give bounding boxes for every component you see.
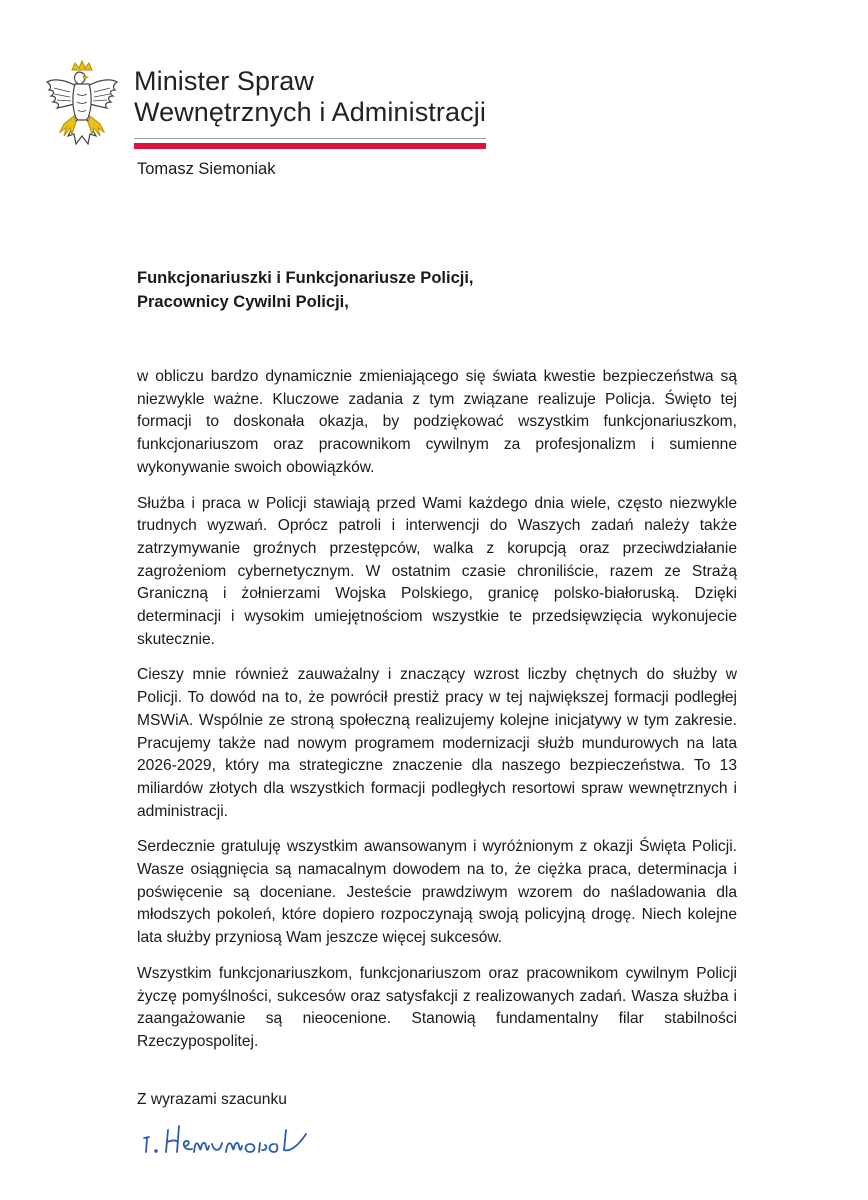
ministry-name: [134, 66, 486, 128]
closing-phrase: Z wyrazami szacunku: [137, 1091, 287, 1108]
minister-name: Tomasz Siemoniak: [137, 160, 276, 178]
body-paragraph-1: w obliczu bardzo dynamicznie zmieniającego się świata kwestie bezpieczeństwa są niezwykle ważne. Kluczowe zadania z tym związane realizuje Policja. Święto tej formacji to doskonała okazja, by podziękować wszystkim funkcjonariuszkom, funkcjonariuszom oraz pracownikom cywilnym za profesjonalizm i sumienne wykonywanie swoich obowiązków.: [137, 368, 737, 476]
body-paragraph-5: Wszystkim funkcjonariuszkom, funkcjonariuszom oraz pracownikom cywilnym Policji życzę pomyślności, sukcesów oraz satysfakcji z realizowanych zadań. Wasza służba i zaangażowanie są nieocenione. Stanowią fundamentalny filar stabilności Rzeczypospolitej.: [137, 964, 737, 1050]
header-grey-rule: [134, 138, 486, 139]
letter-body: [137, 366, 737, 1067]
ministry-name-line1: Minister Spraw: [134, 66, 314, 96]
eagle-emblem-icon: [44, 60, 120, 152]
header-red-rule: [134, 143, 486, 149]
salutation-line1: Funkcjonariuszki i Funkcjonariusze Policji,: [137, 269, 474, 287]
signature: [140, 1116, 320, 1158]
salutation-line2: Pracownicy Cywilni Policji,: [137, 293, 349, 311]
ministry-name-line2: Wewnętrznych i Administracji: [134, 97, 486, 127]
body-paragraph-2: Służba i praca w Policji stawiają przed Wami każdego dnia wiele, często niezwykle trudnych wyzwań. Oprócz patroli i interwencji do Waszych zadań należy także zatrzymywanie groźnych przestępców, walka z korupcją oraz przeciwdziałanie zagrożeniom cybernetycznym. W ostatnim czasie chroniliście, razem ze Strażą Graniczną i żołnierzami Wojska Polskiego, granicę polsko-białoruską. Dzięki determinacji i wysokim umiejętnościom wszystkie te przedsięwzięcia wykonujecie skutecznie.: [137, 494, 737, 648]
body-paragraph-4: Serdecznie gratuluję wszystkim awansowanym i wyróżnionym z okazji Święta Policji. Wasze osiągnięcia są namacalnym dowodem na to, że ciężka praca, determinacja i poświęcenie są doceniane. Jesteście prawdziwym wzorem do naśladowania dla młodszych pokoleń, które dopiero rozpoczynają swoją policyjną drogę. Niech kolejne lata służby przyniosą Wam jeszcze więcej sukcesów.: [137, 838, 737, 947]
salutation: [137, 266, 474, 314]
body-paragraph-3: Cieszy mnie również zauważalny i znaczący wzrost liczby chętnych do służby w Policji. To dowód na to, że powrócił prestiż pracy w tej największej formacji podległej MSWiA. Wspólnie ze stroną społeczną realizujemy kolejne inicjatywy w tym zakresie. Pracujemy także nad nowym programem modernizacji służb mundurowych na lata 2026-2029, który ma strategiczne znaczenie dla naszego bezpieczeństwa. To 13 miliardów złotych dla wszystkich formacji podległych resortowi spraw wewnętrznych i administracji.: [137, 666, 737, 820]
